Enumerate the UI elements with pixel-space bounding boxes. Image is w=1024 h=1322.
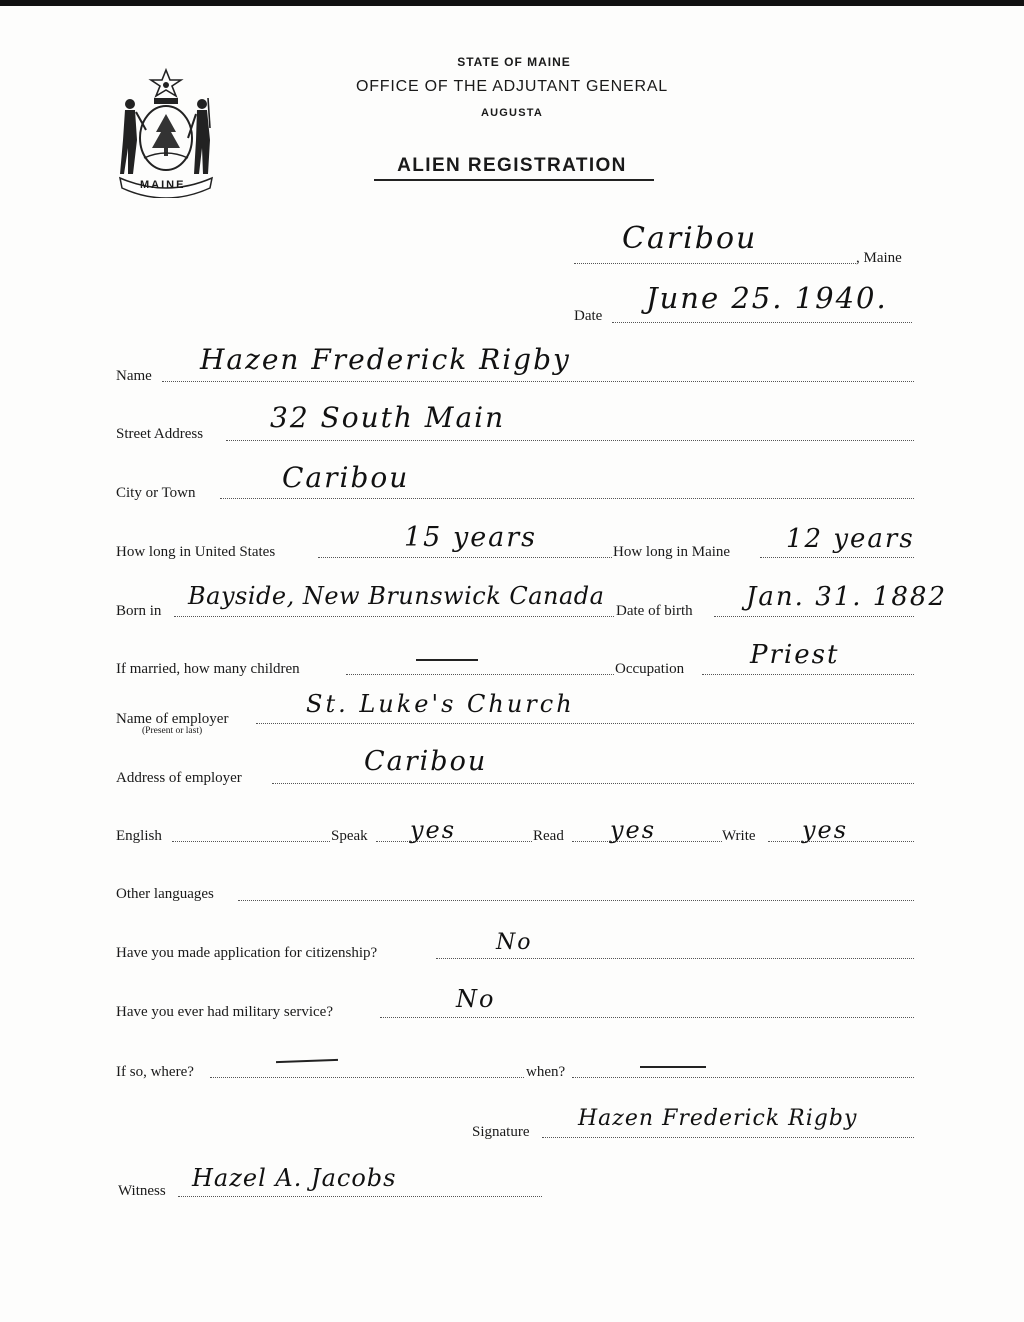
married-children-label: If married, how many children xyxy=(116,661,300,677)
how-long-maine-dotline xyxy=(760,557,914,558)
signature-label: Signature xyxy=(472,1124,530,1140)
city-town-label: City or Town xyxy=(116,485,196,501)
employer-name-label: Name of employer xyxy=(116,711,229,727)
how-long-maine-entry: 12 years xyxy=(786,524,915,554)
speak-label: Speak xyxy=(331,828,368,844)
born-in-dotline xyxy=(174,616,614,617)
name-label: Name xyxy=(116,368,152,384)
seal-banner-text: MAINE xyxy=(140,179,186,191)
if-so-where-label: If so, where? xyxy=(116,1064,194,1080)
when-label: when? xyxy=(526,1064,566,1080)
how-long-us-dotline xyxy=(318,557,612,558)
name-dotline xyxy=(162,381,914,382)
witness-label: Witness xyxy=(118,1183,166,1199)
write-entry: yes xyxy=(802,816,849,844)
date-of-birth-label: Date of birth xyxy=(616,603,693,619)
signature-entry: Hazen Frederick Rigby xyxy=(578,1106,858,1131)
witness-entry: Hazel A. Jacobs xyxy=(192,1164,397,1192)
date-entry: June 25. 1940. xyxy=(646,281,888,315)
street-label: Street Address xyxy=(116,426,204,442)
read-entry: yes xyxy=(610,816,657,844)
married-children-dash xyxy=(416,659,478,661)
name-entry: Hazen Frederick Rigby xyxy=(200,343,571,376)
employer-name-entry: St. Luke's Church xyxy=(306,690,575,718)
married-children-dotline xyxy=(346,674,614,675)
street-dotline xyxy=(226,440,914,441)
english-label: English xyxy=(116,828,162,844)
citizenship-label: Have you made application for citizenship? xyxy=(116,945,378,961)
date-label: Date xyxy=(574,308,603,324)
occupation-dotline xyxy=(702,674,914,675)
date-of-birth-dotline xyxy=(714,616,914,617)
citizenship-entry: No xyxy=(496,930,533,955)
city-town-dotline xyxy=(220,498,914,499)
scan-top-edge xyxy=(0,0,1024,6)
form-title: ALIEN REGISTRATION xyxy=(397,155,627,176)
when-dotline xyxy=(572,1077,914,1078)
if-so-where-dash xyxy=(276,1059,338,1063)
town-entry: Caribou xyxy=(622,221,758,256)
how-long-us-entry: 15 years xyxy=(404,522,538,553)
employer-note-label: (Present or last) xyxy=(142,726,203,736)
military-label: Have you ever had military service? xyxy=(116,1004,333,1020)
other-languages-dotline xyxy=(238,900,914,901)
header-office: OFFICE OF THE ADJUTANT GENERAL xyxy=(355,78,669,95)
city-town-entry: Caribou xyxy=(282,461,410,494)
date-of-birth-entry: Jan. 31. 1882 xyxy=(746,582,947,612)
how-long-maine-label: How long in Maine xyxy=(613,544,731,560)
occupation-label: Occupation xyxy=(615,661,685,677)
english-dotline xyxy=(172,841,330,842)
read-label: Read xyxy=(533,828,564,844)
maine-label: , Maine xyxy=(856,250,902,266)
title-underline xyxy=(374,179,654,181)
witness-dotline xyxy=(178,1196,542,1197)
born-in-entry: Bayside, New Brunswick Canada xyxy=(188,582,605,610)
employer-name-dotline xyxy=(256,723,914,724)
date-dotline xyxy=(612,322,912,323)
employer-address-label: Address of employer xyxy=(116,770,242,786)
street-entry: 32 South Main xyxy=(270,401,506,434)
citizenship-dotline xyxy=(436,958,914,959)
town-dotline xyxy=(574,263,856,264)
header-city: AUGUSTA xyxy=(481,107,543,119)
if-so-where-dotline xyxy=(210,1077,524,1078)
write-label: Write xyxy=(722,828,756,844)
occupation-entry: Priest xyxy=(750,640,840,670)
employer-address-dotline xyxy=(272,783,914,784)
how-long-us-label: How long in United States xyxy=(116,544,276,560)
born-in-label: Born in xyxy=(116,603,162,619)
speak-entry: yes xyxy=(410,816,457,844)
other-languages-label: Other languages xyxy=(116,886,214,902)
header-state: STATE OF MAINE xyxy=(457,55,571,69)
signature-dotline xyxy=(542,1137,914,1138)
employer-address-entry: Caribou xyxy=(364,746,488,777)
when-dash xyxy=(640,1066,706,1068)
military-entry: No xyxy=(456,985,496,1013)
military-dotline xyxy=(380,1017,914,1018)
